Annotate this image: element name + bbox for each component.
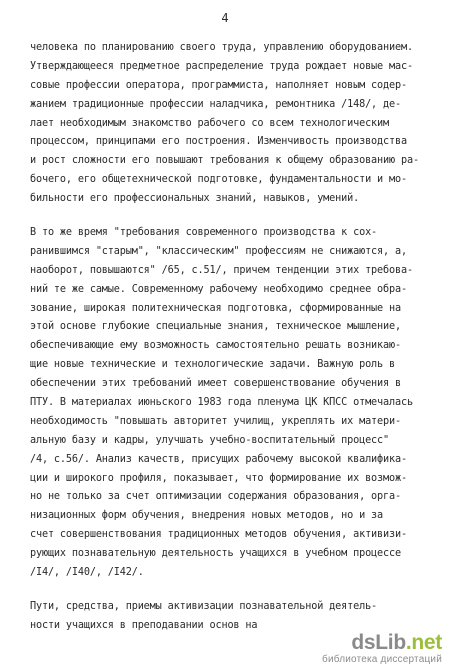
text-line: /I4/, /I40/, /I42/. [30, 567, 144, 579]
text-line: бильности его профессиональных знаний, навыков, умений. [30, 193, 360, 205]
text-line: зование, широкая политехническая подготовка, сформированные на [30, 302, 401, 314]
text-line: ний те же самые. Современному рабочему необходимо среднее обра- [30, 283, 407, 295]
paragraph-gap [30, 583, 430, 598]
text-line: ПТУ. В материалах июньского 1983 года пленума ЦК КПСС отмечалась [30, 397, 413, 409]
text-line: альную базу и кадры, улучшать учебно-воспитательный процесс" [30, 434, 390, 446]
text-line: щие новые технические и технологические задачи. Важную роль в [30, 359, 395, 371]
text-line: ции и широкого профиля, показывает, что формирование их возмож- [30, 472, 407, 484]
paragraph [30, 39, 430, 209]
text-line: человека по планированию своего труда, управлению оборудованием. [30, 42, 413, 53]
text-line: Утверждающееся предметное распределение труда рождает новые мас- [30, 60, 413, 72]
text-line: этой основе глубокие специальные знания, техническое мышление, [30, 321, 401, 333]
text-line: совые профессии оператора, программиста, наполняет новым содер- [30, 79, 407, 91]
paragraph-gap [30, 209, 430, 224]
text-line: счет совершенствования традиционных методов обучения, активизи- [30, 529, 407, 541]
text-line: низационных форм обучения, внедрения новых методов, но и за [30, 510, 384, 522]
paragraph [30, 224, 430, 583]
text-line: рующих познавательную деятельность учащихся в учебном процессе [30, 548, 401, 560]
watermark-logo [322, 632, 442, 665]
watermark-subtitle: библиотека диссертаций [322, 654, 442, 665]
watermark-logo-name: dsLib [351, 631, 406, 654]
text-line: и рост сложности его повышают требования к общему образованию ра- [30, 155, 419, 167]
text-line: обеспечении этих требований имеет совершенствование обучения в [30, 378, 401, 390]
text-line: В то же время "требования современного производства к сох- [30, 227, 378, 239]
text-line: но не только за счет оптимизации содержания образования, орга- [30, 491, 401, 503]
text-line: жанием традиционные профессии наладчика, ремонтника /148/, де- [30, 98, 401, 110]
text-line: Пути, средства, приемы активизации познавательной деятель- [30, 600, 378, 612]
document-body [30, 39, 430, 636]
text-line: обеспечивающие ему возможность самостоятельно решать возникаю- [30, 340, 401, 352]
text-line: ности учащихся в преподавании основ на [30, 619, 258, 631]
text-line: наоборот, повышаются" /65, с.51/, причем тенденции этих требова- [30, 264, 413, 276]
watermark-logo-domain: .net [405, 631, 442, 654]
text-line: ранившимся "старым", "классическим" профессиям не снижаются, а, [30, 245, 407, 257]
text-line: необходимость "повышать авторитет училищ, укреплять их матери- [30, 415, 401, 427]
text-line: бочего, его общетехнической подготовке, фундаментальности и мо- [30, 174, 407, 186]
watermark-logo-text [322, 632, 442, 654]
text-line: /4, с.56/. Анализ качеств, присущих рабочему высокой квалифика- [30, 453, 407, 465]
page-number: 4 [221, 11, 229, 25]
text-line: процессом, принципами его построения. Изменчивость производства [30, 136, 407, 148]
text-line: лает необходимым знакомство рабочего со всем технологическим [30, 117, 390, 129]
